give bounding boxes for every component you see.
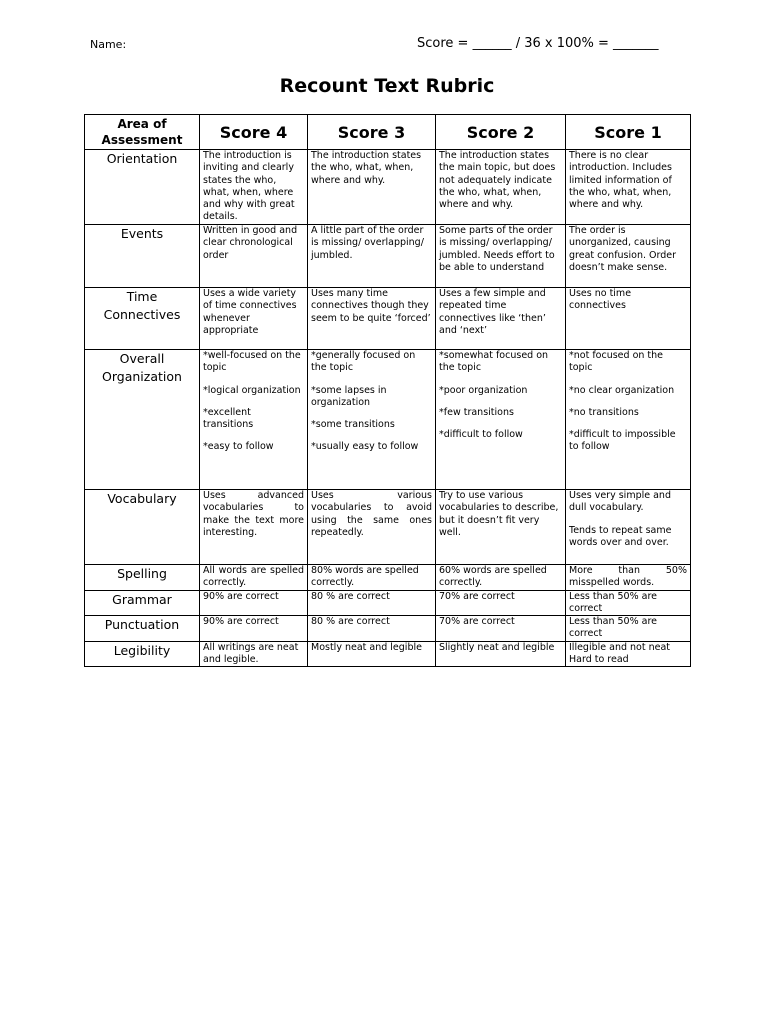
cell-organization-score-3 bbox=[308, 350, 436, 490]
criterion-item: *somewhat focused on the topic bbox=[439, 350, 549, 374]
criterion-item: *not focused on the topic bbox=[569, 350, 664, 374]
name-label: Name: bbox=[90, 38, 127, 51]
rubric-row-overall-organization bbox=[85, 350, 691, 490]
criterion-item: *easy to follow bbox=[203, 441, 274, 453]
cell-vocabulary-score-1 bbox=[566, 490, 691, 565]
criterion-item: Tends to repeat same words over and over. bbox=[569, 524, 672, 548]
score-formula: Score = ______ / 36 x 100% = _______ bbox=[417, 36, 659, 51]
rubric-row-punctuation bbox=[85, 616, 691, 642]
criterion-item: *difficult to impossible to follow bbox=[569, 429, 676, 453]
criterion-item: *some transitions bbox=[311, 419, 395, 431]
cell-time-connectives-score-1: Uses no time connectives bbox=[566, 288, 691, 350]
rubric-row-spelling bbox=[85, 565, 691, 591]
criterion-item: *excellent transitions bbox=[203, 406, 254, 431]
criterion-item: *well-focused on the topic bbox=[203, 350, 301, 374]
criterion-item: *no transitions bbox=[569, 406, 639, 418]
column-header-score-1: Score 1 bbox=[566, 115, 691, 150]
rubric-row-grammar bbox=[85, 590, 691, 616]
area-punctuation: Punctuation bbox=[85, 616, 200, 642]
cell-punctuation-score-4: 90% are correct bbox=[200, 616, 308, 642]
page-title: Recount Text Rubric bbox=[279, 75, 495, 97]
column-header-score-4: Score 4 bbox=[200, 115, 308, 150]
area-legibility: Legibility bbox=[85, 641, 200, 667]
cell-events-score-3: A little part of the order is missing/ overlapping/ jumbled. bbox=[308, 225, 436, 288]
cell-orientation-score-1: There is no clear introduction. Includes limited information of the who, what, when, where and why. bbox=[566, 150, 691, 225]
cell-time-connectives-score-3: Uses many time connectives though they seem to be quite ‘forced’ bbox=[308, 288, 436, 350]
cell-orientation-score-3: The introduction states the who, what, when, where and why. bbox=[308, 150, 436, 225]
cell-time-connectives-score-2: Uses a few simple and repeated time connectives like ‘then’ and ‘next’ bbox=[436, 288, 566, 350]
cell-grammar-score-1: Less than 50% are correct bbox=[566, 590, 691, 616]
area-grammar: Grammar bbox=[85, 590, 200, 616]
cell-orientation-score-2: The introduction states the main topic, but does not adequately indicate the who, what, when, where and why. bbox=[436, 150, 566, 225]
cell-events-score-1: The order is unorganized, causing great confusion. Order doesn’t make sense. bbox=[566, 225, 691, 288]
criterion-item: *some lapses in organization bbox=[311, 384, 387, 408]
rubric-row-vocabulary bbox=[85, 490, 691, 565]
area-events: Events bbox=[85, 225, 200, 288]
cell-vocabulary-score-4: Uses advanced vocabularies to make the text more interesting. bbox=[200, 490, 308, 565]
cell-punctuation-score-1: Less than 50% are correct bbox=[566, 616, 691, 642]
cell-organization-score-1 bbox=[566, 350, 691, 490]
column-header-area: Area of Assessment bbox=[85, 115, 200, 150]
header-row bbox=[85, 115, 691, 150]
cell-orientation-score-4: The introduction is inviting and clearly states the who, what, when, where and why with great details. bbox=[200, 150, 308, 225]
cell-grammar-score-3: 80 % are correct bbox=[308, 590, 436, 616]
cell-legibility-score-3: Mostly neat and legible bbox=[308, 641, 436, 667]
cell-vocabulary-score-2: Try to use various vocabularies to describe, but it doesn’t fit very well. bbox=[436, 490, 566, 565]
rubric-table bbox=[84, 114, 691, 667]
criterion-item: *logical organization bbox=[203, 384, 301, 396]
cell-time-connectives-score-4: Uses a wide variety of time connectives whenever appropriate bbox=[200, 288, 308, 350]
cell-spelling-score-3: 80% words are spelled correctly. bbox=[308, 565, 436, 591]
criterion-item: *generally focused on the topic bbox=[311, 350, 416, 374]
cell-events-score-2: Some parts of the order is missing/ overlapping/ jumbled. Needs effort to be able to understand bbox=[436, 225, 566, 288]
rubric-row-time-connectives bbox=[85, 288, 691, 350]
cell-grammar-score-2: 70% are correct bbox=[436, 590, 566, 616]
cell-events-score-4: Written in good and clear chronological order bbox=[200, 225, 308, 288]
criterion-item: *few transitions bbox=[439, 406, 514, 418]
rubric-row-legibility bbox=[85, 641, 691, 667]
column-header-score-2: Score 2 bbox=[436, 115, 566, 150]
cell-vocabulary-score-3: Uses various vocabularies to avoid using the same ones repeatedly. bbox=[308, 490, 436, 565]
rubric-row-events bbox=[85, 225, 691, 288]
area-overall-organization: Overall Organization bbox=[85, 350, 200, 490]
area-orientation: Orientation bbox=[85, 150, 200, 225]
criterion-item: *no clear organization bbox=[569, 384, 675, 396]
area-time-connectives: Time Connectives bbox=[85, 288, 200, 350]
rubric-row-orientation bbox=[85, 150, 691, 225]
area-vocabulary: Vocabulary bbox=[85, 490, 200, 565]
cell-legibility-score-1: Illegible and not neat Hard to read bbox=[566, 641, 691, 667]
column-header-score-3: Score 3 bbox=[308, 115, 436, 150]
criterion-item: Uses very simple and dull vocabulary. bbox=[569, 490, 671, 514]
cell-spelling-score-4: All words are spelled correctly. bbox=[200, 565, 308, 591]
cell-grammar-score-4: 90% are correct bbox=[200, 590, 308, 616]
cell-legibility-score-4: All writings are neat and legible. bbox=[200, 641, 308, 667]
area-spelling: Spelling bbox=[85, 565, 200, 591]
cell-spelling-score-1: More than 50% misspelled words. bbox=[566, 565, 691, 591]
cell-spelling-score-2: 60% words are spelled correctly. bbox=[436, 565, 566, 591]
cell-punctuation-score-3: 80 % are correct bbox=[308, 616, 436, 642]
cell-organization-score-4 bbox=[200, 350, 308, 490]
criterion-item: *poor organization bbox=[439, 384, 528, 396]
cell-punctuation-score-2: 70% are correct bbox=[436, 616, 566, 642]
cell-legibility-score-2: Slightly neat and legible bbox=[436, 641, 566, 667]
criterion-item: *difficult to follow bbox=[439, 429, 523, 441]
cell-organization-score-2 bbox=[436, 350, 566, 490]
criterion-item: *usually easy to follow bbox=[311, 441, 419, 453]
